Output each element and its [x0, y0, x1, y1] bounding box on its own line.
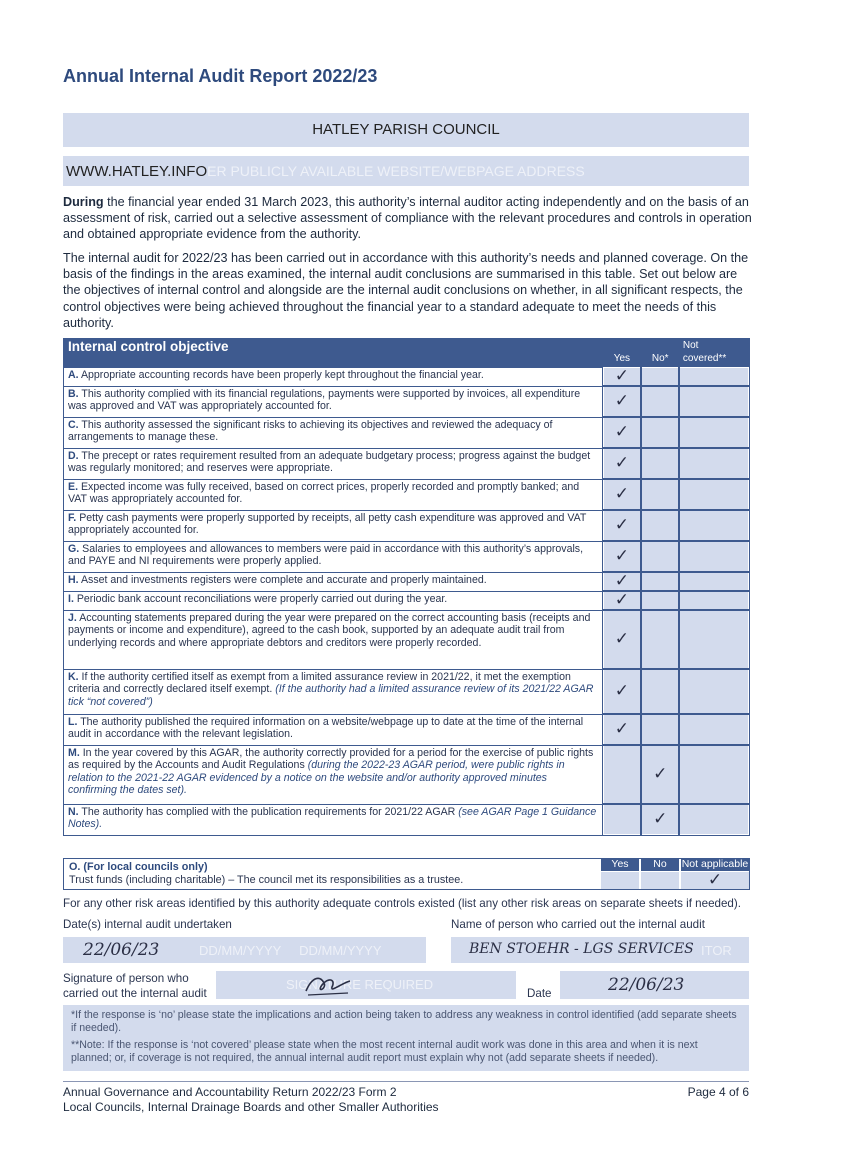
objective-description: Accounting statements prepared during the year were prepared on the correct accounting basis (receipts and payments or income and expenditure), agreed to the cash book, supported by an adequate audit trail from underlying records and where appropriate debtors and creditors were properly recorded. — [68, 611, 591, 649]
auditor-name-value: BEN STOEHR - LGS SERVICES — [469, 941, 694, 957]
objective-text — [64, 386, 603, 417]
table-row — [64, 417, 750, 448]
header-no: No* — [641, 339, 679, 368]
objective-description: Petty cash payments were properly supported by receipts, all petty cash expenditure was approved and VAT appropriately accounted for. — [68, 511, 587, 537]
row-o-text — [69, 861, 463, 887]
table-row — [64, 541, 750, 572]
answer-yes-box[interactable] — [603, 591, 641, 610]
header-yes: Yes — [603, 339, 641, 368]
header-objective: Internal control objective — [64, 339, 603, 368]
objective-letter: J. — [68, 611, 77, 624]
table-row — [64, 572, 750, 591]
tick-mark: ✓ — [614, 629, 629, 650]
objective-description: Salaries to employees and allowances to members were paid in accordance with this authority’s approvals, and PAYE and NI requirements were properly applied. — [68, 542, 584, 568]
objective-guidance: (see AGAR Page 1 Guidance Notes). — [68, 805, 597, 831]
table-row — [64, 510, 750, 541]
page-number: Page 4 of 6 — [687, 1085, 749, 1099]
row-o-no-header: No — [641, 858, 679, 871]
answer-yes-box[interactable] — [603, 541, 641, 572]
objective-text — [64, 510, 603, 541]
table-row — [64, 591, 750, 610]
objective-description: This authority complied with its financial regulations, payments were supported by invoices, all expenditure was approved and VAT was appropriately accounted for. — [68, 387, 581, 413]
tick-mark: ✓ — [614, 719, 629, 740]
answer-no-box[interactable] — [641, 367, 679, 386]
tick-mark: ✓ — [614, 484, 629, 505]
tick-mark: ✓ — [653, 764, 668, 785]
objective-description: In the year covered by this AGAR, the authority correctly provided for a period for the exercise of public rights as required by the Accounts and Audit Regulations — [68, 746, 594, 772]
row-o-na-header: Not applicable — [681, 858, 749, 870]
objective-letter: M. — [68, 746, 80, 759]
audit-date-value: 22/06/23 — [83, 940, 160, 960]
table-row — [64, 448, 750, 479]
answer-no-box[interactable] — [641, 804, 679, 835]
objective-guidance: (during the 2022-23 AGAR period, were public rights in relation to the 2021-22 AGAR evidenced by a notice on the website and/or authority approved minutes confirming the dates set). — [68, 759, 565, 797]
header-not-covered-line1: Not — [682, 340, 699, 351]
signature-date-field[interactable] — [560, 971, 749, 999]
answer-yes-box[interactable] — [603, 386, 641, 417]
table-row — [64, 804, 750, 835]
answer-no-box[interactable] — [641, 417, 679, 448]
answer-yes-box[interactable] — [603, 745, 641, 804]
objective-letter: G. — [68, 542, 80, 555]
answer-not-covered-box[interactable] — [679, 669, 749, 714]
answer-not-covered-box[interactable] — [679, 591, 749, 610]
answer-no-box[interactable] — [641, 479, 679, 510]
objective-description: If the authority certified itself as exempt from a limited assurance review in 2021/22, it met the exemption criteria and correctly declared itself exempt. — [68, 670, 571, 696]
row-o-na-box[interactable] — [681, 872, 749, 889]
header-not-covered-line2: covered** — [682, 352, 727, 364]
website-value: WWW.HATLEY.INFO — [66, 163, 208, 180]
signature-label-line2: carried out the internal audit — [63, 987, 207, 1000]
table-header-row — [64, 339, 750, 368]
page-footer — [63, 1081, 749, 1115]
tick-mark: ✓ — [614, 453, 629, 474]
answer-no-box[interactable] — [641, 541, 679, 572]
objective-description: The precept or rates requirement resulted from an adequate budgetary process; progress against the budget was regularly monitored; and reserves were appropriate. — [68, 449, 591, 475]
answer-no-box[interactable] — [641, 572, 679, 591]
intro-lead: During — [63, 195, 104, 209]
row-o-description: Trust funds (including charitable) – The council met its responsibilities as a trustee. — [69, 874, 464, 886]
objective-description: Periodic bank account reconciliations were properly carried out during the year. — [76, 592, 448, 605]
tick-mark: ✓ — [614, 590, 629, 611]
answer-no-box[interactable] — [641, 510, 679, 541]
answer-not-covered-box[interactable] — [679, 417, 749, 448]
tick-mark: ✓ — [653, 809, 668, 830]
tick-mark: ✓ — [614, 681, 629, 702]
notes-box — [63, 1005, 749, 1071]
objective-text — [64, 417, 603, 448]
answer-not-covered-box[interactable] — [679, 510, 749, 541]
handwritten-signature — [302, 973, 354, 997]
objective-text — [64, 804, 603, 835]
note-not-covered: **Note: If the response is ‘not covered’ please state when the most recent internal audit work was done in this area and when it is next planned; or, if coverage is not required, the annual internal audit report must explain why not (add separate sheets if needed). — [71, 1039, 698, 1064]
intro-text: the financial year ended 31 March 2023, this authority’s internal auditor acting independently and on the basis of an assessment of risk, carried out a selective assessment of compliance with the relevant procedures and controls in operation and obtained appropriate evidence from the authority. — [63, 195, 752, 242]
tick-mark: ✓ — [614, 515, 629, 536]
objective-letter: B. — [68, 387, 79, 400]
objective-text — [64, 591, 603, 610]
answer-yes-box[interactable] — [603, 669, 641, 714]
date2-label: Date — [527, 987, 552, 1000]
tick-mark: ✓ — [614, 422, 629, 443]
objective-text — [64, 714, 603, 745]
objective-letter: L. — [68, 715, 78, 728]
answer-yes-box[interactable] — [603, 714, 641, 745]
objective-letter: D. — [68, 449, 79, 462]
footer-subtitle: Local Councils, Internal Drainage Boards and other Smaller Authorities — [63, 1100, 439, 1114]
answer-no-box[interactable] — [641, 714, 679, 745]
answer-yes-box[interactable] — [603, 479, 641, 510]
row-o-trust-funds — [63, 858, 750, 890]
answer-not-covered-box[interactable] — [679, 367, 749, 386]
auditor-name-placeholder: ITOR — [701, 943, 732, 958]
table-row — [64, 669, 750, 714]
header-not-covered — [679, 339, 749, 368]
website-placeholder: ER PUBLICLY AVAILABLE WEBSITE/WEBPAGE ADDRESS — [207, 163, 585, 179]
intro-paragraph — [63, 194, 753, 243]
objective-description: Asset and investments registers were complete and accurate and properly maintained. — [80, 573, 487, 586]
table-row — [64, 367, 750, 386]
table-row — [64, 386, 750, 417]
objective-letter: A. — [68, 368, 79, 381]
objective-description: This authority assessed the significant risks to achieving its objectives and reviewed the adequacy of arrangements to manage these. — [68, 418, 553, 444]
date-label: Date(s) internal audit undertaken — [63, 918, 232, 931]
objective-letter: F. — [68, 511, 77, 524]
table-body — [64, 367, 750, 835]
answer-not-covered-box[interactable] — [679, 448, 749, 479]
summary-paragraph: The internal audit for 2022/23 has been carried out in accordance with this authority’s needs and planned coverage. On the basis of the findings in the areas examined, the internal audit conclusions are summarised in this table. Set out below are the objectives of internal control and alongside are the internal audit conclusions on whether, in all significant respects, the control objectives were being achieved throughout the financial year to a standard adequate to meet the needs of this authority. — [63, 251, 749, 330]
internal-control-table — [63, 338, 750, 836]
row-o-yes-box[interactable] — [601, 872, 639, 889]
answer-not-covered-box[interactable] — [679, 479, 749, 510]
audit-date-placeholder: DD/MM/YYYY DD/MM/YYYY — [199, 943, 382, 958]
objective-text — [64, 541, 603, 572]
table-row — [64, 610, 750, 669]
answer-yes-box[interactable] — [603, 417, 641, 448]
auditor-name-label: Name of person who carried out the internal audit — [451, 918, 705, 931]
objective-text — [64, 610, 603, 669]
row-o-yes-header: Yes — [601, 858, 639, 871]
answer-not-covered-box[interactable] — [679, 804, 749, 835]
objective-letter: N. — [68, 805, 79, 818]
objective-letter: C. — [68, 418, 79, 431]
objective-letter: K. — [68, 670, 79, 683]
auditor-name-field[interactable] — [451, 937, 749, 963]
audit-date-field[interactable] — [63, 937, 426, 963]
answer-yes-box[interactable] — [603, 804, 641, 835]
answer-not-covered-box[interactable] — [679, 745, 749, 804]
footer-form-title: Annual Governance and Accountability Return 2022/23 Form 2 — [63, 1085, 397, 1099]
table-row — [64, 745, 750, 804]
tick-mark: ✓ — [614, 571, 629, 592]
website-field — [63, 156, 749, 186]
answer-yes-box[interactable] — [603, 367, 641, 386]
objective-text — [64, 745, 603, 804]
answer-not-covered-box[interactable] — [679, 386, 749, 417]
objective-guidance: (If the authority had a limited assurance review of its 2021/22 AGAR tick “not covered”) — [68, 683, 594, 708]
objective-description: The authority has complied with the publication requirements for 2021/22 AGAR — [81, 805, 459, 818]
page-title: Annual Internal Audit Report 2022/23 — [63, 66, 378, 86]
tick-mark: ✓ — [614, 546, 629, 567]
objective-letter: I. — [68, 592, 74, 605]
note-no-response: *If the response is ‘no’ please state the implications and action being taken to address any weakness in control identified (add separate sheets if needed). — [71, 1009, 737, 1034]
answer-no-box[interactable] — [641, 448, 679, 479]
council-name-field: HATLEY PARISH COUNCIL — [63, 113, 749, 147]
table-row — [64, 714, 750, 745]
tick-mark: ✓ — [614, 391, 629, 412]
tick-mark: ✓ — [707, 870, 723, 890]
answer-yes-box[interactable] — [603, 610, 641, 669]
answer-no-box[interactable] — [641, 386, 679, 417]
signature-placeholder: SIGNATURE REQUIRED — [286, 977, 434, 992]
objective-text — [64, 448, 603, 479]
answer-yes-box[interactable] — [603, 448, 641, 479]
answer-no-box[interactable] — [641, 591, 679, 610]
signature-label-line1: Signature of person who — [63, 972, 189, 985]
table-row — [64, 479, 750, 510]
objective-description: Expected income was fully received, based on correct prices, properly recorded and promptly banked; and VAT was appropriately accounted for. — [68, 480, 580, 506]
objective-text — [64, 367, 603, 386]
other-risk-statement: For any other risk areas identified by this authority adequate controls existed (list any other risk areas on separate sheets if needed). — [63, 897, 741, 910]
answer-not-covered-box[interactable] — [679, 541, 749, 572]
objective-text — [64, 572, 603, 591]
answer-no-box[interactable] — [641, 745, 679, 804]
answer-not-covered-box[interactable] — [679, 610, 749, 669]
objective-description: Appropriate accounting records have been properly kept throughout the financial year. — [80, 368, 484, 381]
objective-text — [64, 669, 603, 714]
row-o-no-box[interactable] — [641, 872, 679, 889]
objective-text — [64, 479, 603, 510]
objective-letter: E. — [68, 480, 79, 493]
signature-date-value: 22/06/23 — [608, 975, 685, 995]
answer-not-covered-box[interactable] — [679, 572, 749, 591]
answer-yes-box[interactable] — [603, 572, 641, 591]
answer-not-covered-box[interactable] — [679, 714, 749, 745]
signature-label — [63, 971, 207, 1001]
row-o-heading: O. (For local councils only) — [69, 861, 208, 873]
answer-no-box[interactable] — [641, 669, 679, 714]
objective-letter: H. — [68, 573, 79, 586]
tick-mark: ✓ — [614, 366, 629, 387]
objective-description: The authority published the required information on a website/webpage up to date at the time of the internal audit in accordance with the relevant legislation. — [68, 715, 584, 741]
signature-field[interactable] — [216, 971, 516, 999]
answer-yes-box[interactable] — [603, 510, 641, 541]
answer-no-box[interactable] — [641, 610, 679, 669]
